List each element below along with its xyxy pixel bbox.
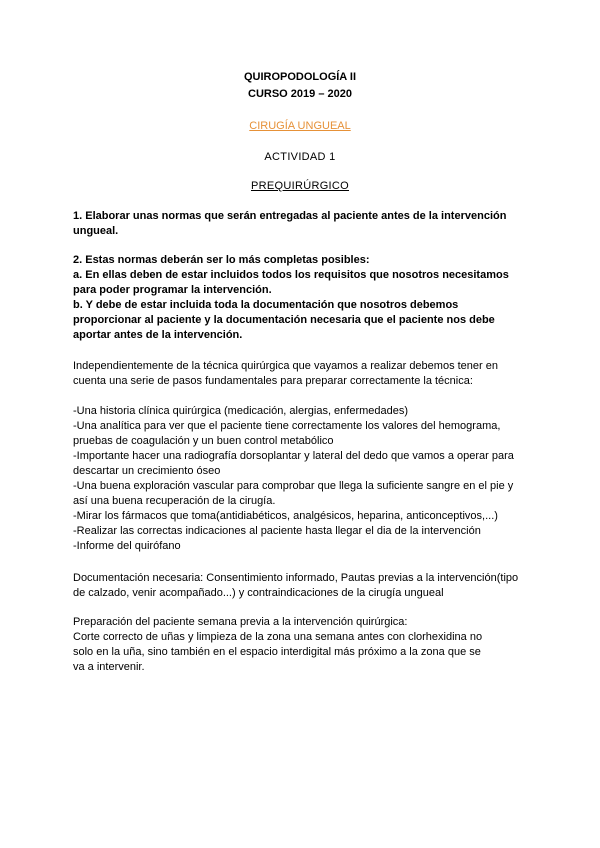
paragraph-line: va a intervenir. xyxy=(73,661,145,673)
paragraph-line: de calzado, venir acompañado...) y contraindicaciones de la cirugía ungueal xyxy=(73,587,444,599)
paragraph-line: Independientemente de la técnica quirúrgica que vayamos a realizar debemos tener en xyxy=(73,360,498,372)
paragraph-line: cuenta una serie de pasos fundamentales para preparar correctamente la técnica: xyxy=(73,375,473,387)
list-item: -Importante hacer una radiografía dorsoplantar y lateral del dedo que vamos a operar para xyxy=(73,450,514,462)
list-item: -Informe del quirófano xyxy=(73,540,181,552)
instruction-item-2 xyxy=(73,253,533,343)
list-item: pruebas de coagulación y un buen control metabólico xyxy=(73,435,334,447)
list-item: descartar un crecimiento óseo xyxy=(73,465,221,477)
steps-list xyxy=(73,404,533,554)
instruction-line: proporcionar al paciente y la documentación necesaria que el paciente nos debe xyxy=(73,314,495,326)
list-item: -Una historia clínica quirúrgica (medicación, alergias, enfermedades) xyxy=(73,405,409,417)
list-item: -Mirar los fármacos que toma(antidiabéticos, analgésicos, heparina, anticonceptivos,...) xyxy=(73,510,498,522)
paragraph-line: Preparación del paciente semana previa a la intervención quirúrgica: xyxy=(73,616,408,628)
instruction-item-1 xyxy=(73,209,533,239)
activity-title: ACTIVIDAD 1 xyxy=(264,151,336,163)
list-item: -Realizar las correctas indicaciones al paciente hasta llegar el dia de la intervención xyxy=(73,525,481,537)
paragraph-line: solo en la uña, sino también en el espacio interdigital más próximo a la zona que se xyxy=(73,646,481,658)
instruction-line: 1. Elaborar unas normas que serán entregadas al paciente antes de la intervención xyxy=(73,210,507,222)
section-title: PREQUIRÚRGICO xyxy=(250,180,350,192)
instruction-line: a. En ellas deben de estar incluidos todos los requisitos que nosotros necesitamos xyxy=(73,269,509,281)
paragraph-line: Documentación necesaria: Consentimiento informado, Pautas previas a la intervención(tipo xyxy=(73,572,519,584)
intro-paragraph xyxy=(73,359,533,389)
paragraph-line: Corte correcto de uñas y limpieza de la zona una semana antes con clorhexidina no xyxy=(73,631,483,643)
subject-link[interactable]: CIRUGÍA UNGUEAL xyxy=(249,120,351,132)
documentation-paragraph xyxy=(73,571,533,601)
course-title: QUIROPODOLOGÍA II xyxy=(243,71,357,83)
preparation-paragraph xyxy=(73,615,533,675)
list-item: así una buena recuperación de la cirugía. xyxy=(73,495,276,507)
instruction-line: para poder programar la intervención. xyxy=(73,284,272,296)
course-year: CURSO 2019 – 2020 xyxy=(248,88,352,100)
instruction-line: ungueal. xyxy=(73,225,119,237)
instruction-line: 2. Estas normas deberán ser lo más completas posibles: xyxy=(73,254,370,266)
instruction-line: b. Y debe de estar incluida toda la documentación que nosotros debemos xyxy=(73,299,459,311)
list-item: -Una buena exploración vascular para comprobar que llega la suficiente sangre en el pie y xyxy=(73,480,514,492)
list-item: -Una analítica para ver que el paciente tiene correctamente los valores del hemograma, xyxy=(73,420,501,432)
instruction-line: aportar antes de la intervención. xyxy=(73,329,243,341)
